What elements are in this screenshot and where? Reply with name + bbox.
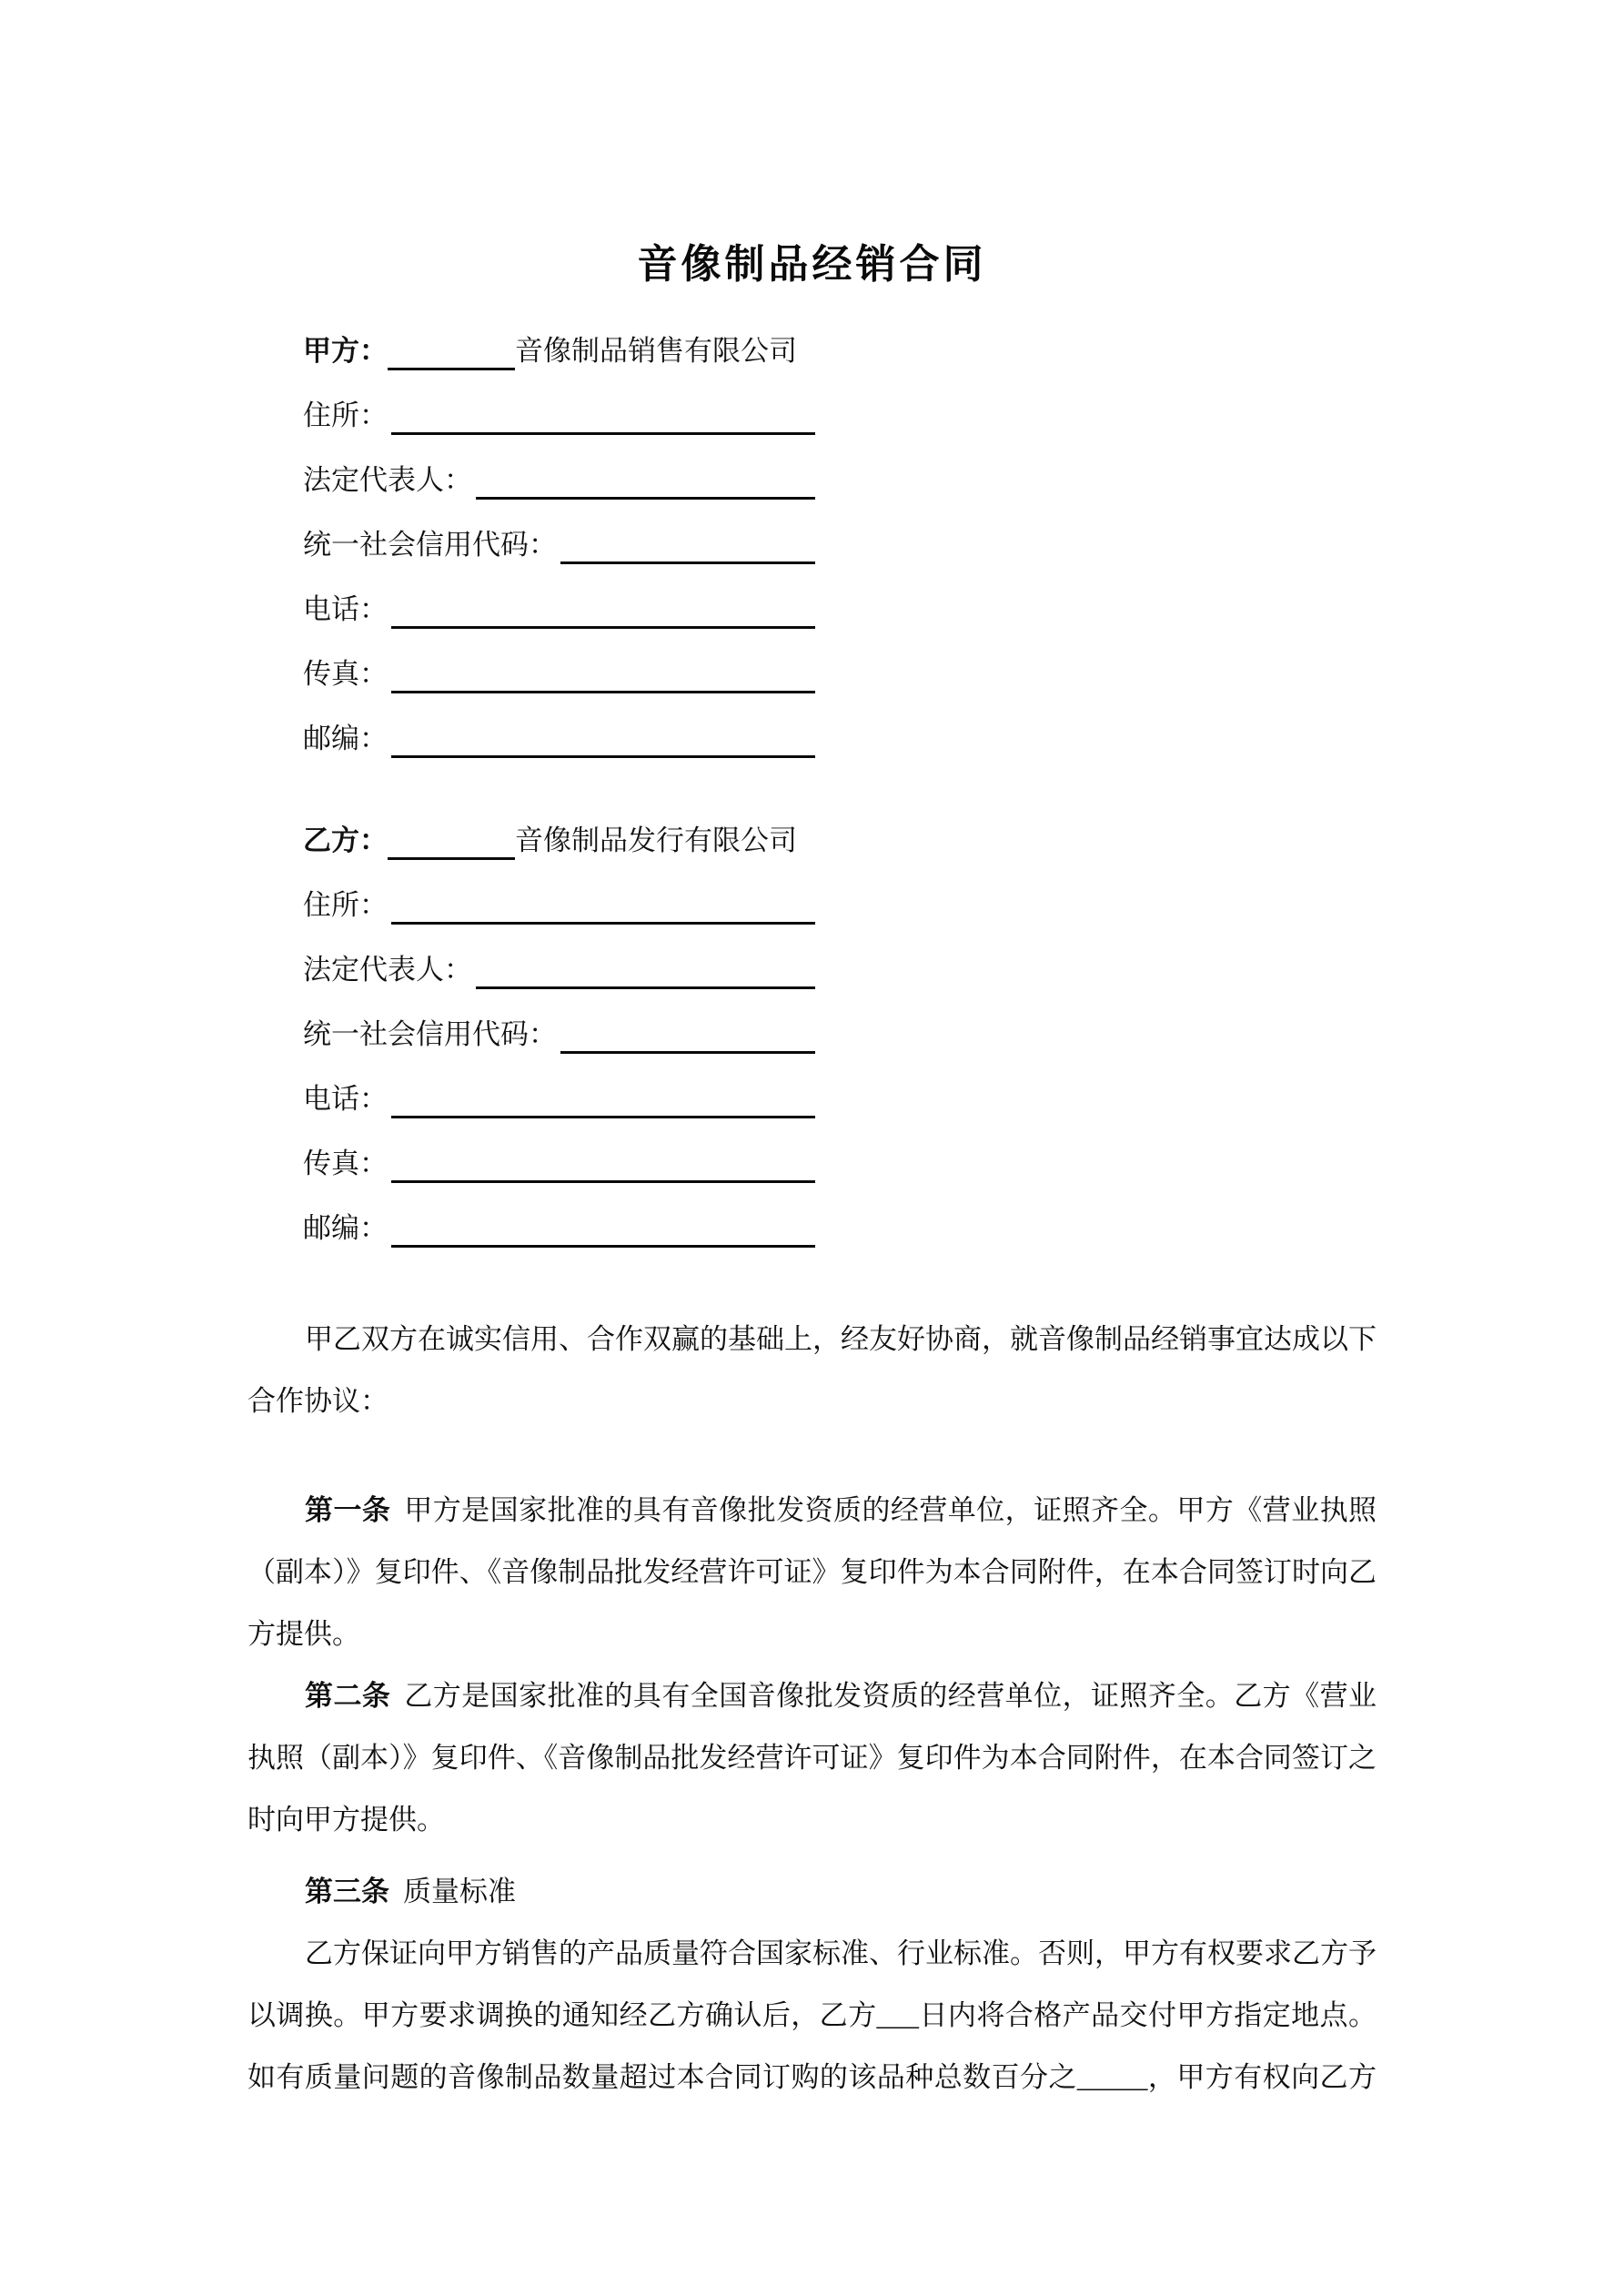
clause-line [247,1998,1377,2033]
field-blank-line [391,1243,815,1248]
party-b-field-row [303,1206,815,1244]
clause-text: 甲乙双方在诚实信用、合作双赢的基础上，经友好协商，就音像制品经销事宜达成以下 [305,1323,1377,1355]
field-blank-line [391,920,815,925]
field-label: 邮编： [303,723,388,754]
field-label: 传真： [303,1148,388,1179]
clause-text: 质量标准 [403,1876,516,1907]
clause-line [247,1875,1377,1909]
party-b-company: 音像制品发行有限公司 [515,824,797,856]
field-blank-line [391,624,815,629]
field-blank-line [391,1114,815,1118]
party-a-field-row [303,458,815,496]
clause-line [247,1617,1377,1652]
field-label: 住所： [303,400,388,431]
clause-text: 如有质量问题的音像制品数量超过本合同订购的该品种总数百分之_____，甲方有权向乙方 [247,2061,1377,2093]
party-a-name-blank-line [388,366,515,370]
party-a-label: 甲方： [303,335,388,367]
field-blank-line [560,1049,815,1054]
clause-text: 甲方是国家批准的具有音像批发资质的经营单位，证照齐全。甲方《营业执照 [404,1494,1377,1526]
party-b-name-blank-line [388,855,515,860]
field-blank-line [476,985,815,989]
field-blank-line [476,495,815,500]
party-a-field-row [303,522,815,561]
party-a-field-row [303,716,815,754]
field-label: 住所： [303,889,388,921]
field-label: 传真： [303,658,388,690]
field-label: 法定代表人： [303,464,472,496]
party-b-field-row [303,1077,815,1115]
clause-number: 第一条 [305,1494,391,1526]
clause-text: 乙方保证向甲方销售的产品质量符合国家标准、行业标准。否则，甲方有权要求乙方予 [305,1937,1377,1969]
clause-text: 执照（副本）》复印件、《音像制品批发经营许可证》复印件为本合同附件，在本合同签订之 [247,1742,1377,1774]
field-blank-line [391,430,815,435]
party-a-field-row [303,652,815,690]
contract-title: 音像制品经销合同 [637,242,987,287]
clause-text: 方提供。 [247,1618,360,1650]
party-a-field-row [303,393,815,431]
field-blank-line [391,689,815,693]
field-label: 统一社会信用代码： [303,529,557,561]
clause-line [247,1493,1377,1528]
field-blank-line [560,560,815,564]
field-label: 电话： [303,1083,388,1115]
clause-text: （副本）》复印件、《音像制品批发经营许可证》复印件为本合同附件，在本合同签订时向乙 [247,1556,1377,1588]
field-label: 法定代表人： [303,954,472,986]
clause-number: 第三条 [305,1876,389,1907]
party-b-name-row [303,818,815,856]
party-a-name-row [303,329,815,367]
field-label: 电话： [303,593,388,625]
party-b-field-row [303,1141,815,1179]
clause-text: 时向甲方提供。 [247,1804,445,1836]
clause-text: 以调换。甲方要求调换的通知经乙方确认后，乙方___日内将合格产品交付甲方指定地点。 [247,1999,1377,2031]
clause-line [247,1679,1377,1714]
clause-line [247,1937,1377,1971]
party-b-field-row [303,883,815,921]
clause-number: 第二条 [305,1680,391,1712]
field-label: 统一社会信用代码： [303,1018,557,1050]
field-blank-line [391,754,815,758]
clause-text: 乙方是国家批准的具有全国音像批发资质的经营单位，证照齐全。乙方《营业 [404,1680,1377,1712]
clause-line [247,2060,1377,2095]
preamble-line [247,1322,1377,1357]
party-b-field-row [303,1012,815,1050]
clause-text: 合作协议： [247,1385,388,1417]
party-a-company: 音像制品销售有限公司 [515,335,797,367]
clause-line [247,1555,1377,1590]
preamble-line [247,1384,1377,1419]
field-blank-line [391,1178,815,1183]
party-a-field-row [303,587,815,625]
field-label: 邮编： [303,1212,388,1244]
clause-line [247,1741,1377,1775]
party-b-field-row [303,947,815,986]
party-b-label: 乙方： [303,824,388,856]
clause-line [247,1803,1377,1837]
